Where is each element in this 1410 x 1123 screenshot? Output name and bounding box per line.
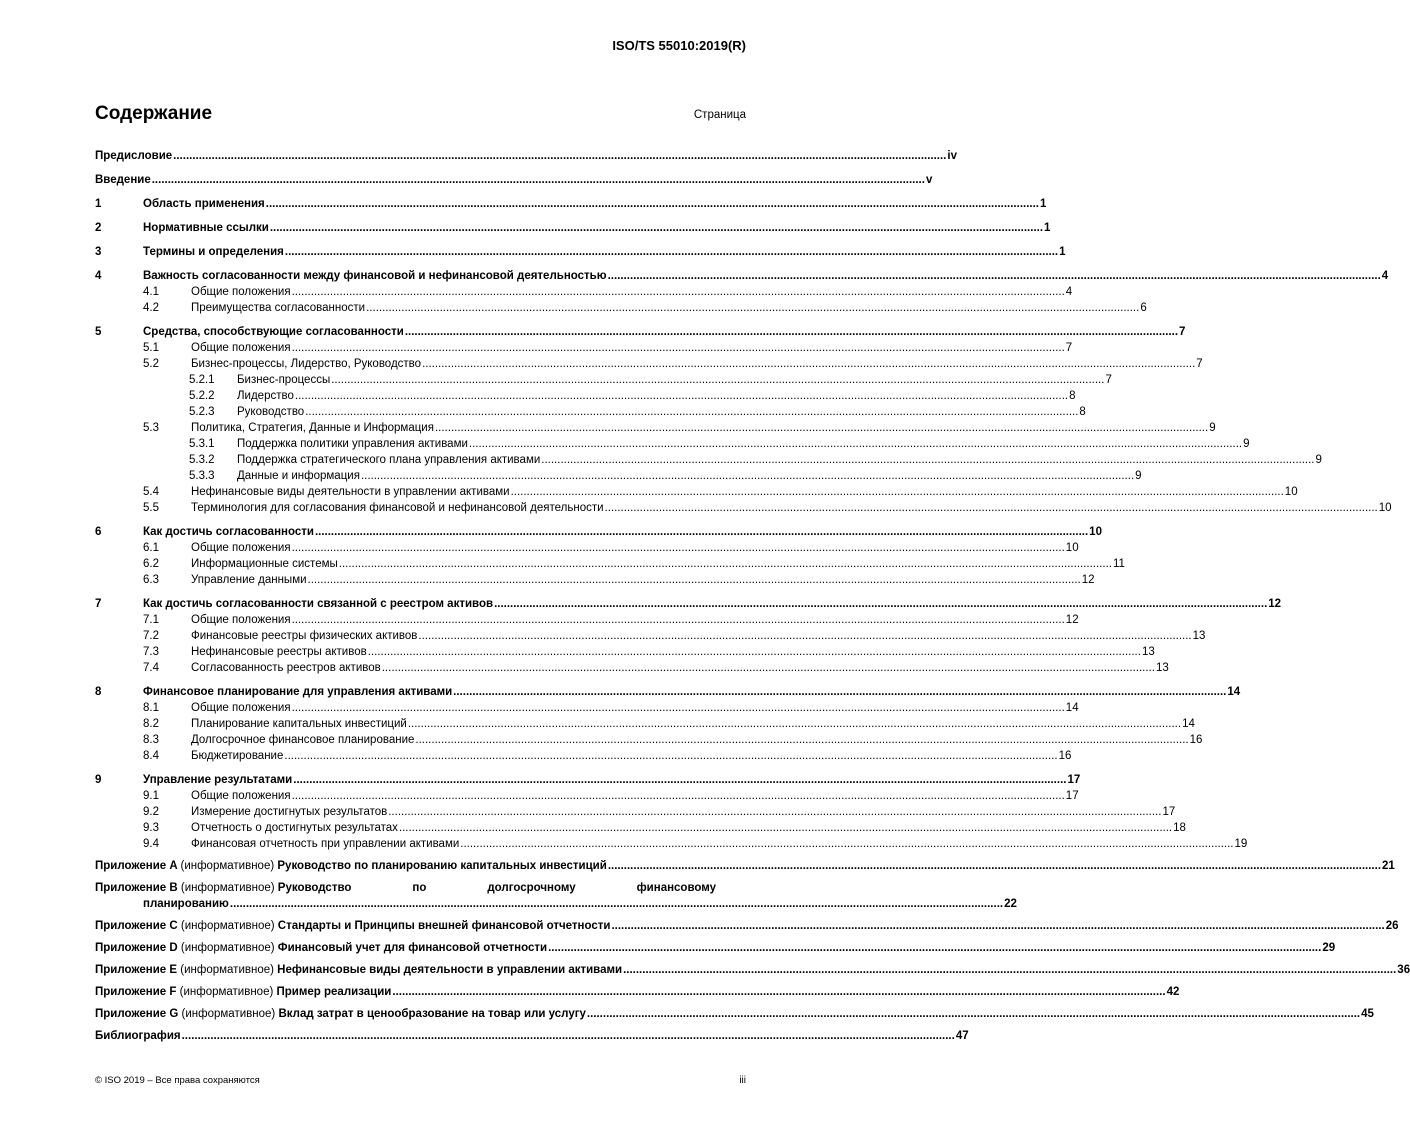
toc-entry-foreword[interactable]	[95, 148, 957, 164]
toc-entry-subsection[interactable]	[95, 340, 1073, 356]
toc-entry-title: Финансовая отчетность при управлении активами	[191, 838, 460, 850]
toc-entry-page: iv	[947, 150, 957, 162]
toc-entry-title: Бизнес-процессы, Лидерство, Руководство	[191, 358, 422, 370]
toc-entry-page: 22	[1004, 898, 1017, 910]
toc-entry-page: 45	[1361, 1008, 1374, 1020]
toc-entry-section[interactable]	[95, 772, 1081, 788]
annex-heading	[95, 962, 622, 978]
toc-entry-number: 6	[95, 526, 102, 538]
annex-heading	[95, 918, 610, 934]
toc-entry-subsection[interactable]	[95, 820, 1186, 836]
toc-entry-page: 47	[955, 1030, 969, 1042]
annex-title: Вклад затрат в ценообразование на товар или услугу	[278, 1008, 586, 1020]
toc-entry-title: Общие положения	[191, 342, 291, 354]
toc-entry-subsection[interactable]	[95, 804, 1176, 820]
annex-label: Приложение E	[95, 964, 178, 976]
toc-entry-page: 26	[1385, 920, 1399, 932]
toc-entry-subsection[interactable]	[95, 500, 1392, 516]
annex-title: Стандарты и Принципы внешней финансовой отчетности	[277, 920, 611, 932]
toc-entry-title: Бизнес-процессы	[237, 374, 331, 386]
table-of-contents	[95, 148, 1410, 1044]
toc-entry-number: 5.2	[143, 358, 159, 370]
toc-entry-page: 10	[1089, 526, 1102, 538]
toc-entry-page: 13	[1155, 662, 1169, 674]
toc-entry-number: 3	[95, 246, 102, 258]
annex-title-cont: планированию	[143, 898, 229, 910]
toc-entry-section[interactable]	[95, 220, 1051, 236]
toc-entry-title: Нефинансовые виды деятельности в управлении активами	[191, 486, 510, 498]
toc-entry-page: 16	[1058, 750, 1072, 762]
toc-entry-number: 9.1	[143, 790, 159, 802]
toc-entry-title: Как достичь согласованности связанной с реестром активов	[143, 598, 494, 610]
toc-entry-page: 21	[1382, 860, 1395, 872]
toc-entry-subsection[interactable]	[95, 732, 1203, 748]
toc-entry-title: Согласованность реестров активов	[191, 662, 381, 674]
toc-entry-number: 9.4	[143, 838, 159, 850]
toc-entry-title: Общие положения	[191, 790, 291, 802]
toc-entry-number: 6.3	[143, 574, 159, 586]
toc-entry-page: 7	[1196, 358, 1203, 370]
toc-entry-title: Данные и информация	[237, 470, 360, 482]
annex-label: Приложение B	[95, 882, 178, 894]
toc-entry-bibliography[interactable]	[95, 1028, 969, 1044]
toc-entry-title: Политика, Стратегия, Данные и Информация	[191, 422, 434, 434]
toc-entry-title: Область применения	[143, 198, 265, 210]
toc-entry-number: 5.2.3	[189, 406, 215, 418]
toc-entry-title: Общие положения	[191, 614, 291, 626]
toc-entry-page: 17	[1065, 790, 1079, 802]
toc-entry-subsection[interactable]	[95, 484, 1298, 500]
toc-entry-page: 4	[1381, 270, 1389, 282]
annex-title: Нефинансовые виды деятельности в управлении активами	[277, 964, 623, 976]
toc-entry-page: 13	[1141, 646, 1155, 658]
toc-entry-page: 13	[1192, 630, 1206, 642]
annex-title: Финансовый учет для финансовой отчетности	[277, 942, 548, 954]
toc-entry-number: 4	[95, 270, 102, 282]
toc-entry-number: 5.2.2	[189, 390, 215, 402]
toc-entry-page: 14	[1065, 702, 1079, 714]
toc-entry-section[interactable]	[95, 324, 1186, 340]
toc-entry-section[interactable]	[95, 596, 1282, 612]
annex-title: Пример реализации	[276, 986, 392, 998]
toc-entry-number: 5.2.1	[189, 374, 215, 386]
annex-title-word: финансовому	[636, 882, 716, 894]
toc-entry-number: 7.3	[143, 646, 159, 658]
annex-heading	[95, 984, 391, 1000]
toc-entry-subsection[interactable]	[95, 700, 1079, 716]
toc-entry-subsection[interactable]	[95, 300, 1147, 316]
toc-entry-subsection[interactable]	[95, 540, 1079, 556]
toc-entry-page: 29	[1322, 942, 1336, 954]
toc-entry-title: Средства, способствующие согласованности	[143, 326, 404, 338]
annex-label: Приложение F	[95, 986, 177, 998]
toc-entry-title: Общие положения	[191, 542, 291, 554]
toc-entry-page: 7	[1105, 374, 1112, 386]
toc-entry-page: v	[925, 174, 933, 186]
toc-entry-page: 10	[1284, 486, 1298, 498]
toc-entry-number: 8.3	[143, 734, 159, 746]
annex-type: (информативное)	[180, 920, 275, 932]
toc-entry-number: 7.4	[143, 662, 159, 674]
toc-entry-title: Планирование капитальных инвестиций	[191, 718, 407, 730]
toc-entry-subsection[interactable]	[95, 356, 1203, 372]
toc-entry-page: 12	[1065, 614, 1079, 626]
toc-entry-section[interactable]	[95, 684, 1241, 700]
toc-entry-page: 12	[1081, 574, 1095, 586]
annex-title: Руководство по планированию капитальных инвестиций	[277, 860, 607, 872]
toc-entry-page: 19	[1234, 838, 1248, 850]
toc-entry-page: 10	[1065, 542, 1079, 554]
toc-entry-subsection[interactable]	[95, 572, 1095, 588]
toc-entry-page: 6	[1140, 302, 1147, 314]
toc-entry-subsection[interactable]	[95, 788, 1079, 804]
annex-title-word: Руководство	[277, 882, 352, 894]
toc-entry-number: 2	[95, 222, 102, 234]
annex-type: (информативное)	[180, 942, 275, 954]
page-number: iii	[739, 1075, 746, 1086]
toc-annex-c[interactable]	[95, 918, 1399, 934]
toc-entry-title: Важность согласованности между финансовой и нефинансовой деятельностью	[143, 270, 607, 282]
toc-entry-subsubsection[interactable]	[95, 404, 1086, 420]
toc-annex-a[interactable]	[95, 858, 1395, 874]
toc-entry-number: 5.5	[143, 502, 159, 514]
toc-title: Содержание	[95, 103, 213, 124]
toc-entry-number: 5.4	[143, 486, 159, 498]
toc-entry-page: 7	[1065, 342, 1073, 354]
toc-entry-title: Поддержка политики управления активами	[237, 438, 468, 450]
toc-entry-page: 8	[1079, 406, 1086, 418]
toc-entry-title: Информационные системы	[191, 558, 338, 570]
toc-entry-page: 9	[1135, 470, 1142, 482]
toc-entry-number: 7.2	[143, 630, 159, 642]
annex-type: (информативное)	[180, 964, 274, 976]
toc-entry-title: Терминология для согласования финансовой и нефинансовой деятельности	[191, 502, 604, 514]
toc-annex-g[interactable]	[95, 1006, 1374, 1022]
toc-entry-title: Общие положения	[191, 286, 291, 298]
toc-entry-number: 5.3.2	[189, 454, 215, 466]
toc-entry-page: 11	[1112, 558, 1125, 570]
toc-entry-page: 36	[1397, 964, 1410, 976]
toc-entry-subsubsection[interactable]	[95, 372, 1112, 388]
toc-entry-page: 18	[1173, 822, 1186, 834]
toc-entry-title: Поддержка стратегического плана управления активами	[237, 454, 541, 466]
annex-heading	[95, 940, 547, 956]
annex-label: Приложение A	[95, 860, 178, 872]
toc-entry-number: 8.2	[143, 718, 159, 730]
toc-entry-title: Долгосрочное финансовое планирование	[191, 734, 415, 746]
toc-entry-number: 4.2	[143, 302, 159, 314]
toc-entry-subsubsection[interactable]	[95, 452, 1322, 468]
annex-title-word: по	[412, 882, 427, 894]
toc-entry-number: 9	[95, 774, 102, 786]
toc-entry-subsection[interactable]	[95, 836, 1248, 852]
toc-entry-subsubsection[interactable]	[95, 468, 1142, 484]
toc-entry-title: Управление результатами	[143, 774, 293, 786]
toc-entry-page: 42	[1166, 986, 1180, 998]
annex-type: (информативное)	[180, 882, 275, 894]
copyright-notice: © ISO 2019 – Все права сохраняются	[95, 1075, 260, 1086]
toc-entry-number: 5.1	[143, 342, 159, 354]
toc-entry-introduction[interactable]	[95, 172, 933, 188]
toc-entry-title: Библиография	[95, 1030, 181, 1042]
toc-entry-title: Нефинансовые реестры активов	[191, 646, 367, 658]
toc-entry-page: 16	[1189, 734, 1203, 746]
toc-entry-page: 7	[1179, 326, 1186, 338]
toc-annex-f[interactable]	[95, 984, 1180, 1000]
toc-entry-subsection[interactable]	[95, 284, 1073, 300]
toc-entry-subsection[interactable]	[95, 644, 1155, 660]
toc-entry-title: Отчетность о достигнутых результатах	[191, 822, 398, 834]
annex-type: (информативное)	[181, 1008, 276, 1020]
toc-annex-b[interactable]	[95, 880, 1017, 912]
toc-entry-title: Нормативные ссылки	[143, 222, 269, 234]
toc-entry-title: Финансовое планирование для управления активами	[143, 686, 453, 698]
toc-entry-page: 10	[1378, 502, 1392, 514]
annex-heading	[95, 1006, 586, 1022]
toc-entry-subsection[interactable]	[95, 628, 1206, 644]
toc-entry-number: 5.3.3	[189, 470, 215, 482]
toc-entry-section[interactable]	[95, 524, 1102, 540]
page-column-label: Страница	[693, 109, 746, 121]
annex-title-continuation	[95, 896, 1017, 912]
toc-entry-number: 4.1	[143, 286, 159, 298]
toc-entry-number: 5	[95, 326, 102, 338]
annex-label-group	[95, 880, 351, 896]
toc-entry-title: Предисловие	[95, 150, 173, 162]
toc-entry-page: 12	[1268, 598, 1282, 610]
document-id: ISO/TS 55010:2019(R)	[612, 38, 746, 53]
toc-entry-number: 7.1	[143, 614, 159, 626]
toc-entry-section[interactable]	[95, 268, 1389, 284]
toc-entry-section[interactable]	[95, 196, 1047, 212]
toc-entry-title: Финансовые реестры физических активов	[191, 630, 418, 642]
toc-entry-number: 5.3	[143, 422, 159, 434]
toc-entry-page: 9	[1315, 454, 1322, 466]
toc-entry-page: 9	[1209, 422, 1216, 434]
toc-entry-subsection[interactable]	[95, 420, 1216, 436]
toc-entry-number: 9.3	[143, 822, 159, 834]
annex-label: Приложение G	[95, 1008, 179, 1020]
toc-entry-title: Общие положения	[191, 702, 291, 714]
toc-entry-number: 8.4	[143, 750, 159, 762]
toc-annex-e[interactable]	[95, 962, 1410, 978]
toc-entry-subsection[interactable]	[95, 748, 1072, 764]
toc-entry-number: 7	[95, 598, 102, 610]
toc-entry-subsection[interactable]	[95, 612, 1079, 628]
annex-title-word: долгосрочному	[487, 882, 576, 894]
toc-entry-title: Термины и определения	[143, 246, 284, 258]
toc-entry-number: 6.2	[143, 558, 159, 570]
toc-entry-number: 9.2	[143, 806, 159, 818]
annex-heading	[95, 880, 746, 896]
toc-annex-d[interactable]	[95, 940, 1336, 956]
toc-entry-page: 8	[1069, 390, 1076, 402]
toc-entry-page: 1	[1059, 246, 1066, 258]
toc-entry-page: 14	[1227, 686, 1241, 698]
toc-entry-number: 5.3.1	[189, 438, 215, 450]
toc-entry-title: Как достичь согласованности	[143, 526, 314, 538]
toc-entry-title: Руководство	[237, 406, 305, 418]
toc-entry-section[interactable]	[95, 244, 1066, 260]
annex-label: Приложение D	[95, 942, 178, 954]
toc-entry-page: 17	[1067, 774, 1081, 786]
toc-entry-title: Преимущества согласованности	[191, 302, 366, 314]
toc-entry-number: 1	[95, 198, 102, 210]
toc-entry-subsection[interactable]	[95, 660, 1169, 676]
toc-entry-page: 14	[1182, 718, 1195, 730]
toc-entry-subsubsection[interactable]	[95, 388, 1076, 404]
toc-entry-subsection[interactable]	[95, 716, 1195, 732]
toc-entry-title: Управление данными	[191, 574, 307, 586]
toc-entry-title: Введение	[95, 174, 151, 186]
toc-entry-page: 4	[1065, 286, 1073, 298]
annex-heading	[95, 858, 607, 874]
annex-type: (информативное)	[179, 986, 274, 998]
toc-entry-subsection[interactable]	[95, 556, 1125, 572]
toc-entry-title: Измерение достигнутых результатов	[191, 806, 388, 818]
toc-entry-page: 1	[1044, 222, 1051, 234]
toc-entry-title: Лидерство	[237, 390, 294, 402]
toc-entry-page: 17	[1162, 806, 1176, 818]
toc-entry-number: 6.1	[143, 542, 159, 554]
toc-entry-number: 8	[95, 686, 102, 698]
annex-label: Приложение C	[95, 920, 178, 932]
annex-type: (информативное)	[180, 860, 275, 872]
toc-entry-page: 1	[1040, 198, 1047, 210]
toc-entry-page: 9	[1243, 438, 1250, 450]
toc-entry-number: 8.1	[143, 702, 159, 714]
toc-entry-subsubsection[interactable]	[95, 436, 1250, 452]
toc-entry-title: Бюджетирование	[191, 750, 284, 762]
